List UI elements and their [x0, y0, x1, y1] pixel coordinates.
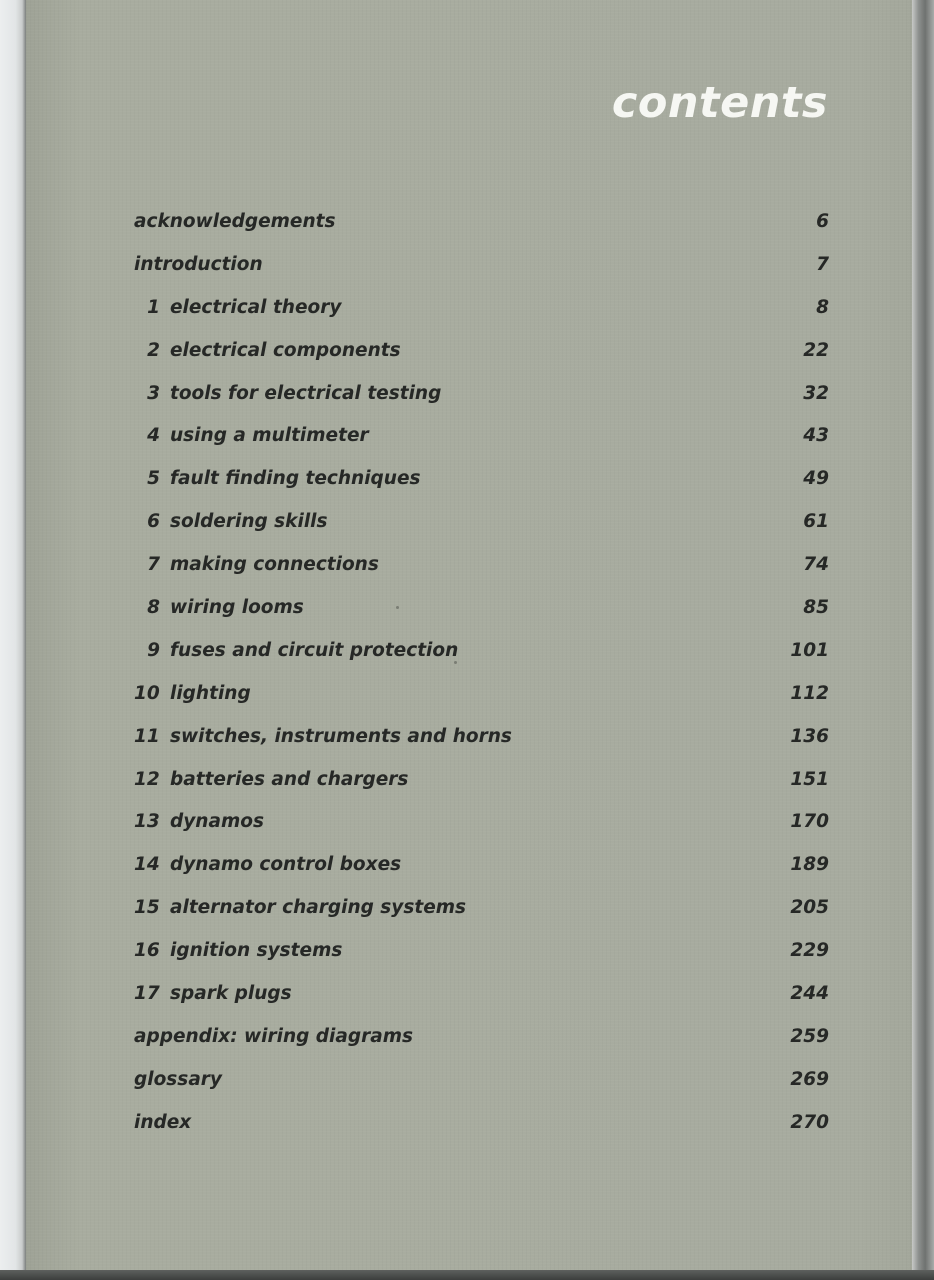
toc-entry-chapter-3	[134, 379, 829, 422]
toc-entry-page: 22	[803, 339, 829, 361]
toc-entry-label: spark plugs	[170, 983, 292, 1005]
chapter-number: 9	[147, 639, 160, 661]
toc-entry-label: tools for electrical testing	[170, 382, 442, 404]
toc-entry-label: electrical theory	[170, 296, 342, 318]
toc-entry-page: 49	[803, 468, 829, 490]
book-bottom-edge	[0, 1270, 934, 1280]
toc-entry-label: switches, instruments and horns	[170, 725, 512, 747]
toc-entry-page: 151	[790, 768, 829, 790]
toc-entry-page: 189	[790, 854, 829, 876]
toc-entry-chapter-5	[134, 464, 829, 507]
toc-entry-page: 6	[816, 211, 829, 232]
toc-entry-chapter-6	[134, 507, 829, 550]
toc-entry-label: fault finding techniques	[170, 468, 421, 490]
toc-entry-label: appendix: wiring diagrams	[134, 1025, 413, 1047]
chapter-number: 13	[134, 811, 160, 833]
toc-entry-page: 7	[816, 253, 829, 275]
toc-entry-page: 112	[790, 682, 829, 704]
toc-entry-page: 85	[803, 597, 829, 619]
toc-entry-label: acknowledgements	[134, 211, 336, 232]
chapter-number: 17	[134, 983, 160, 1005]
toc-entry-introduction	[134, 250, 829, 293]
toc-entry-chapter-13	[134, 807, 829, 850]
chapter-number: 14	[134, 854, 160, 876]
toc-entry-page: 244	[790, 983, 829, 1005]
toc-entry-chapter-11	[134, 722, 829, 765]
toc-entry-page: 8	[816, 296, 829, 318]
toc-entry-label: ignition systems	[170, 940, 343, 962]
toc-entry-label: dynamo control boxes	[170, 854, 402, 876]
chapter-number: 10	[134, 682, 160, 704]
toc-entry-chapter-2	[134, 336, 829, 379]
toc-entry-page: 269	[790, 1068, 829, 1090]
chapter-number: 3	[147, 382, 160, 404]
toc-entry-page: 32	[803, 382, 829, 404]
chapter-number: 4	[147, 425, 160, 447]
chapter-number: 6	[147, 511, 160, 533]
chapter-number: 15	[134, 897, 160, 919]
chapter-number: 16	[134, 940, 160, 962]
toc-entry-chapter-8	[134, 593, 829, 636]
chapter-number: 1	[147, 296, 160, 318]
toc-entry-chapter-16	[134, 936, 829, 979]
toc-entry-label: making connections	[170, 554, 379, 576]
toc-entry-appendix	[134, 1022, 829, 1065]
toc-entry-label: using a multimeter	[170, 425, 369, 447]
toc-entry-page: 170	[790, 811, 829, 833]
scan-speck	[454, 661, 457, 664]
page-title: contents	[611, 78, 828, 128]
toc-entry-page: 205	[790, 897, 829, 919]
toc-entry-page: 101	[790, 639, 829, 661]
toc-entry-label: fuses and circuit protection	[170, 639, 459, 661]
toc-entry-chapter-14	[134, 850, 829, 893]
toc-entry-acknowledgements	[134, 207, 829, 250]
toc-entry-page: 61	[803, 511, 829, 533]
scan-speck	[396, 606, 399, 609]
toc-entry-page: 270	[790, 1111, 829, 1133]
toc-entry-label: glossary	[134, 1068, 222, 1090]
toc-entry-label: index	[134, 1111, 192, 1133]
toc-entry-label: introduction	[134, 253, 263, 275]
toc-entry-page: 74	[803, 554, 829, 576]
toc-entry-chapter-15	[134, 893, 829, 936]
toc-entry-label: electrical components	[170, 339, 401, 361]
toc-entry-chapter-12	[134, 765, 829, 808]
book-right-edge	[912, 0, 934, 1280]
toc-entry-label: soldering skills	[170, 511, 328, 533]
chapter-number: 5	[147, 468, 160, 490]
toc-entry-label: wiring looms	[170, 597, 304, 619]
chapter-number: 7	[147, 554, 160, 576]
toc-entry-chapter-4	[134, 421, 829, 464]
toc-entry-page: 43	[803, 425, 829, 447]
toc-entry-label: batteries and chargers	[170, 768, 409, 790]
toc-entry-label: lighting	[170, 682, 251, 704]
toc-entry-label: alternator charging systems	[170, 897, 467, 919]
toc-entry-chapter-9	[134, 636, 829, 679]
chapter-number: 8	[147, 597, 160, 619]
chapter-number: 12	[134, 768, 160, 790]
book-left-edge	[0, 0, 26, 1280]
chapter-number: 2	[147, 339, 160, 361]
toc-entry-label: dynamos	[170, 811, 264, 833]
chapter-number: 11	[134, 725, 160, 747]
toc-entry-page: 229	[790, 940, 829, 962]
table-of-contents	[134, 207, 829, 1151]
toc-entry-chapter-1	[134, 293, 829, 336]
toc-entry-page: 136	[790, 725, 829, 747]
toc-entry-index	[134, 1108, 829, 1151]
toc-entry-page: 259	[790, 1025, 829, 1047]
toc-entry-chapter-17	[134, 979, 829, 1022]
toc-entry-chapter-7	[134, 550, 829, 593]
toc-entry-glossary	[134, 1065, 829, 1108]
toc-entry-chapter-10	[134, 679, 829, 722]
